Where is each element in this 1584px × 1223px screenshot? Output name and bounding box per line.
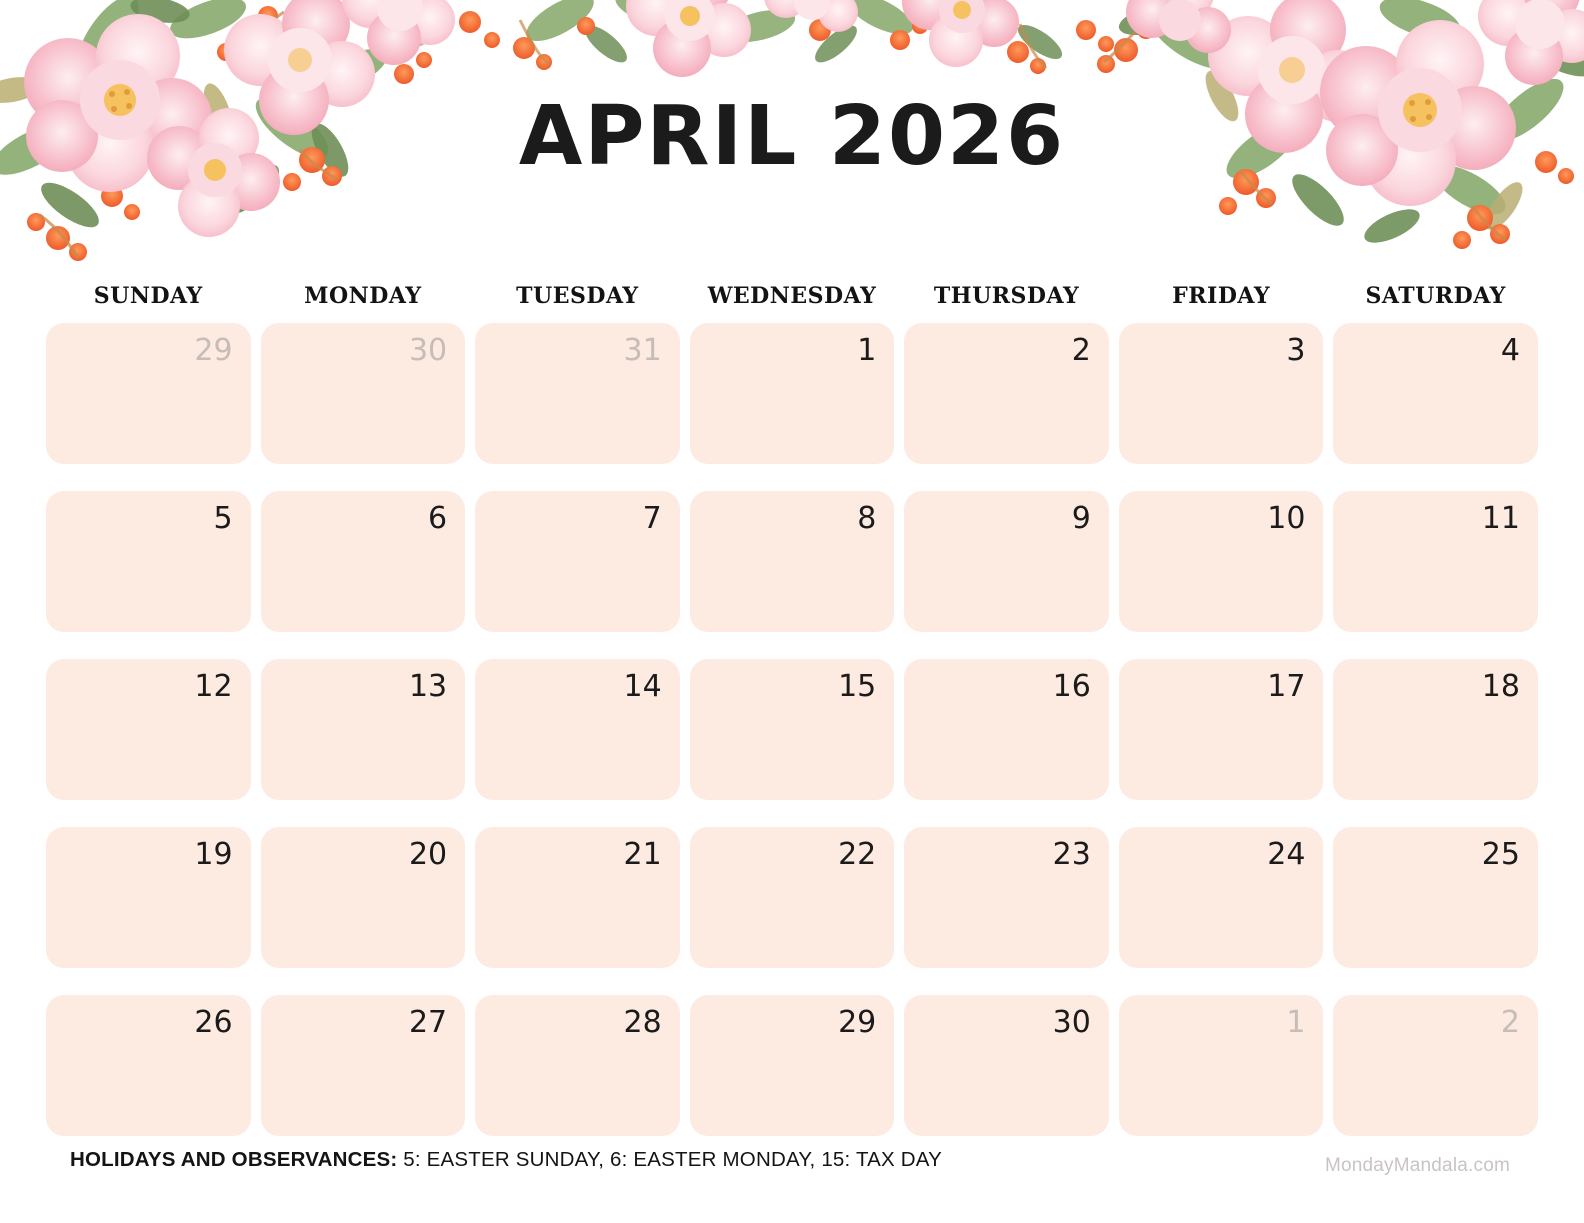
day-number: 19: [194, 837, 233, 872]
day-cell[interactable]: [1119, 323, 1324, 464]
calendar-week-row: [46, 659, 1538, 818]
weekday-thursday: THURSDAY: [933, 283, 1080, 309]
day-number: 21: [623, 837, 662, 872]
day-cell[interactable]: [475, 491, 680, 632]
day-number: 2: [1500, 1005, 1520, 1040]
day-number: 16: [1052, 669, 1091, 704]
day-cell[interactable]: [261, 827, 466, 968]
day-number: 1: [857, 333, 877, 368]
day-number: 7: [642, 501, 662, 536]
day-number: 11: [1481, 501, 1520, 536]
day-cell[interactable]: [46, 995, 251, 1136]
weekday-wednesday: WEDNESDAY: [707, 283, 877, 309]
day-number: 14: [623, 669, 662, 704]
day-cell[interactable]: [1333, 827, 1538, 968]
holidays-label: HOLIDAYS AND OBSERVANCES:: [70, 1148, 398, 1171]
day-number: 6: [428, 501, 448, 536]
weekday-monday: MONDAY: [304, 283, 422, 309]
day-cell[interactable]: [475, 827, 680, 968]
day-cell[interactable]: [690, 659, 895, 800]
day-cell[interactable]: [46, 827, 251, 968]
day-cell[interactable]: [1333, 323, 1538, 464]
day-number: 17: [1267, 669, 1306, 704]
day-number: 30: [408, 333, 448, 368]
day-number: 23: [1052, 837, 1091, 872]
weekday-saturday: SATURDAY: [1365, 283, 1506, 309]
day-cell[interactable]: [904, 827, 1109, 968]
weekday-sunday: SUNDAY: [93, 283, 203, 309]
day-cell[interactable]: [261, 659, 466, 800]
day-cell[interactable]: [904, 323, 1109, 464]
day-number: 31: [623, 333, 662, 368]
day-number: 29: [194, 333, 233, 368]
day-cell[interactable]: [1119, 827, 1324, 968]
day-cell[interactable]: [904, 995, 1109, 1136]
day-number: 4: [1500, 333, 1520, 368]
day-cell[interactable]: [475, 323, 680, 464]
day-number: 22: [838, 837, 877, 872]
page-title: APRIL 2026: [518, 89, 1066, 184]
day-number: 25: [1481, 837, 1520, 872]
calendar-week-row: [46, 995, 1538, 1154]
day-number: 20: [408, 837, 448, 872]
day-cell[interactable]: [1333, 659, 1538, 800]
day-number: 5: [213, 501, 233, 536]
day-number: 24: [1267, 837, 1306, 872]
day-number: 3: [1286, 333, 1306, 368]
day-number: 15: [838, 669, 877, 704]
day-number: 30: [1052, 1005, 1091, 1040]
day-cell[interactable]: [690, 491, 895, 632]
day-number: 29: [838, 1005, 877, 1040]
day-number: 28: [623, 1005, 662, 1040]
day-cell[interactable]: [904, 659, 1109, 800]
day-cell[interactable]: [46, 323, 251, 464]
calendar-week-row: [46, 491, 1538, 650]
day-cell[interactable]: [1119, 659, 1324, 800]
day-number: 9: [1071, 501, 1091, 536]
day-number: 27: [408, 1005, 448, 1040]
day-number: 18: [1481, 669, 1520, 704]
brand-watermark: MondayMandala.com: [1324, 1155, 1510, 1176]
weekday-header-row: [46, 283, 1538, 313]
day-cell[interactable]: [690, 323, 895, 464]
day-number: 26: [194, 1005, 233, 1040]
day-cell[interactable]: [261, 995, 466, 1136]
calendar-weeks: [46, 323, 1538, 1154]
day-number: 10: [1267, 501, 1306, 536]
day-cell[interactable]: [261, 323, 466, 464]
calendar-week-row: [46, 323, 1538, 482]
day-cell[interactable]: [1333, 995, 1538, 1136]
day-cell[interactable]: [475, 995, 680, 1136]
calendar-week-row: [46, 827, 1538, 986]
day-cell[interactable]: [1119, 995, 1324, 1136]
day-cell[interactable]: [46, 659, 251, 800]
calendar-grid: [46, 283, 1538, 1154]
day-number: 2: [1071, 333, 1091, 368]
day-cell[interactable]: [475, 659, 680, 800]
weekday-tuesday: TUESDAY: [516, 283, 639, 309]
holidays-list: 5: EASTER SUNDAY, 6: EASTER MONDAY, 15: TAX DAY: [397, 1148, 943, 1171]
weekday-friday: FRIDAY: [1172, 283, 1271, 309]
day-cell[interactable]: [1119, 491, 1324, 632]
holidays-and-observances: [70, 1148, 942, 1172]
day-cell[interactable]: [690, 827, 895, 968]
day-cell[interactable]: [1333, 491, 1538, 632]
day-cell[interactable]: [46, 491, 251, 632]
day-number: 13: [408, 669, 448, 704]
day-number: 1: [1286, 1005, 1306, 1040]
day-cell[interactable]: [904, 491, 1109, 632]
day-cell[interactable]: [261, 491, 466, 632]
day-cell[interactable]: [690, 995, 895, 1136]
day-number: 12: [194, 669, 233, 704]
day-number: 8: [857, 501, 877, 536]
